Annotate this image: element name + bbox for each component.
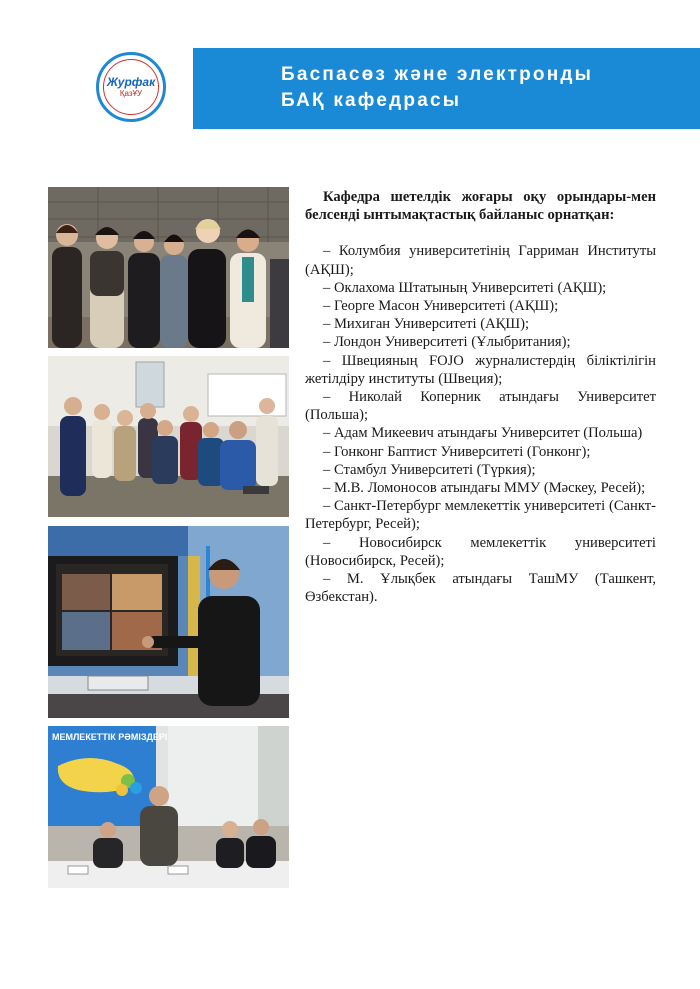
page-title-line-2: БАҚ кафедрасы [281,90,462,111]
partner-university-item: – Адам Микеевич атындағы Университет (Польша) [323,425,643,442]
header-banner [193,48,700,129]
partner-university-item: – Новосибирск мемлекеттік университеті (Новосибирск, Ресей); [305,534,656,569]
partner-university-item: – Михиган Университеті (АҚШ); [323,316,530,333]
main-content [305,188,656,606]
partner-university-item: – М. Ұлықбек атындағы ТашМУ (Ташкент, Өзбекстан). [305,571,656,606]
photo-presenter [48,526,289,718]
photo-conference-image [48,726,289,888]
page-title [281,62,593,114]
partner-university-item: – Лондон Университеті (Ұлыбритания); [323,334,571,351]
partner-university-item: – Георге Масон Университеті (АҚШ); [323,298,559,315]
partner-university-item: – Колумбия университетінің Гарриман Институты (АҚШ); [305,243,656,278]
poster-heading: МЕМЛЕКЕТТІК РӘМІЗДЕРІ [52,732,168,742]
photo-presenter-image [48,526,289,718]
partner-university-item: – Стамбул Университеті (Түркия); [323,461,536,478]
page-title-line-1: Баспасөз және электронды [281,64,594,85]
logo-sub-text: ҚазҰУ [119,89,143,98]
photo-classroom-group [48,356,289,517]
photo-classroom-group-image [48,356,289,517]
partner-university-item: – Николай Коперник атындағы Университет (Польша); [305,389,656,424]
partner-university-item: – Гонконг Баптист Университеті (Гонконг); [323,443,591,460]
partner-university-item: – Санкт-Петербург мемлекеттік университеті (Санкт-Петербург, Ресей); [305,498,656,533]
partner-university-item: – Оклахома Штатының Университеті (АҚШ); [323,279,607,296]
partner-university-list [305,242,656,606]
partner-university-item: – Швецияның FOJO журналистердің біліктілігін жетілдіру институты (Швеция); [305,352,656,387]
photo-conference [48,726,289,888]
photo-group-women [48,187,289,348]
photo-group-women-image [48,187,289,348]
partner-university-item: – М.В. Ломоносов атындағы ММУ (Мәскеу, Ресей); [323,480,646,497]
logo-main-text: Журфак [106,75,156,89]
intro-paragraph: Кафедра шетелдік жоғары оқу орындары-мен белсенді ынтымақтастық байланыс орнатқан: [305,189,656,224]
faculty-logo [96,52,166,122]
